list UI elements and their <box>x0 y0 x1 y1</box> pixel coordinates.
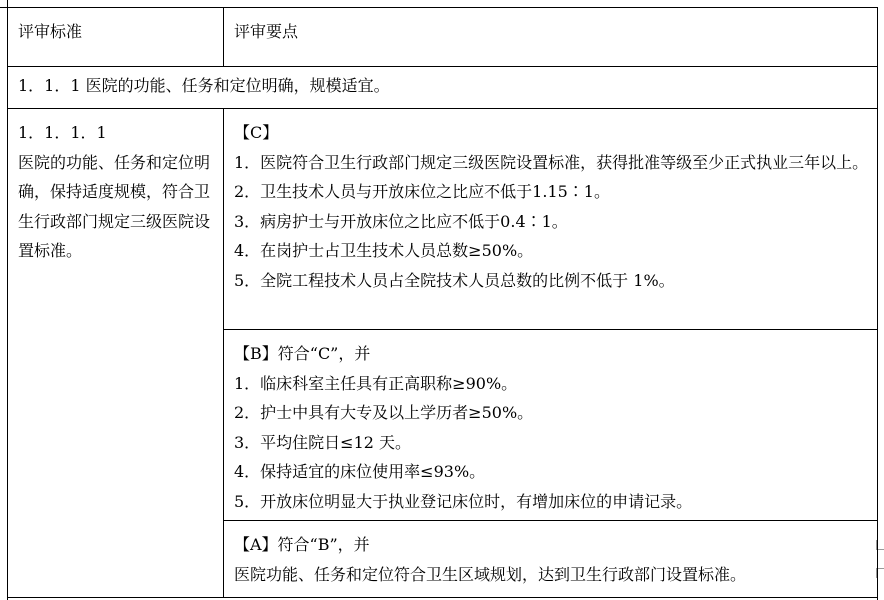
grade-b-cell <box>224 330 878 521</box>
grade-c-item: 2．卫生技术人员与开放床位之比应不低于1.15∶1。 <box>234 182 610 201</box>
section-row <box>8 67 878 109</box>
standard-description: 医院的功能、任务和定位明确，保持适度规模，符合卫生行政部门规定三级医院设置标准。 <box>18 152 211 260</box>
standard-number: 1．1．1．1 <box>18 123 107 142</box>
header-standard-label: 评审标准 <box>18 22 83 41</box>
grade-b-heading: 【B】符合“C”，并 <box>234 344 371 363</box>
header-cell-standard <box>8 8 224 67</box>
grade-b-item: 3．平均住院日≤12 天。 <box>234 432 412 452</box>
grade-c-item: 5．全院工程技术人员占全院技术人员总数的比例不低于 1%。 <box>234 270 675 290</box>
header-cell-points <box>224 8 878 67</box>
grade-a-heading: 【A】符合“B”，并 <box>234 535 370 554</box>
grade-a-item: 医院功能、任务和定位符合卫生区域规划，达到卫生行政部门设置标准。 <box>234 564 747 584</box>
grade-c-cell <box>224 109 878 330</box>
grade-b-item: 4．保持适宜的床位使用率≤93%。 <box>234 462 486 481</box>
review-standards-table <box>7 7 878 600</box>
grade-b-item: 5．开放床位明显大于执业登记床位时，有增加床位的申请记录。 <box>234 491 693 511</box>
section-cell <box>8 67 878 109</box>
grade-a-cell <box>224 521 878 598</box>
section-title: 1．1．1 医院的功能、任务和定位明确，规模适宜。 <box>18 76 390 95</box>
grade-c-item: 3．病房护士与开放床位之比应不低于0.4∶1。 <box>234 211 568 231</box>
grade-c-item: 4．在岗护士占卫生技术人员总数≥50%。 <box>234 241 534 260</box>
grade-c-heading: 【C】 <box>234 123 279 142</box>
table-header-row <box>8 8 878 67</box>
header-points-label: 评审要点 <box>234 22 299 41</box>
grade-b-item: 1．临床科室主任具有正高职称≥90%。 <box>234 373 518 393</box>
grade-c-item: 1．医院符合卫生行政部门规定三级医院设置标准，获得批准等级至少正式执业三年以上。 <box>234 152 869 172</box>
standard-cell <box>8 109 224 598</box>
grade-b-item: 2．护士中具有大专及以上学历者≥50%。 <box>234 403 534 422</box>
table-row <box>8 109 878 330</box>
